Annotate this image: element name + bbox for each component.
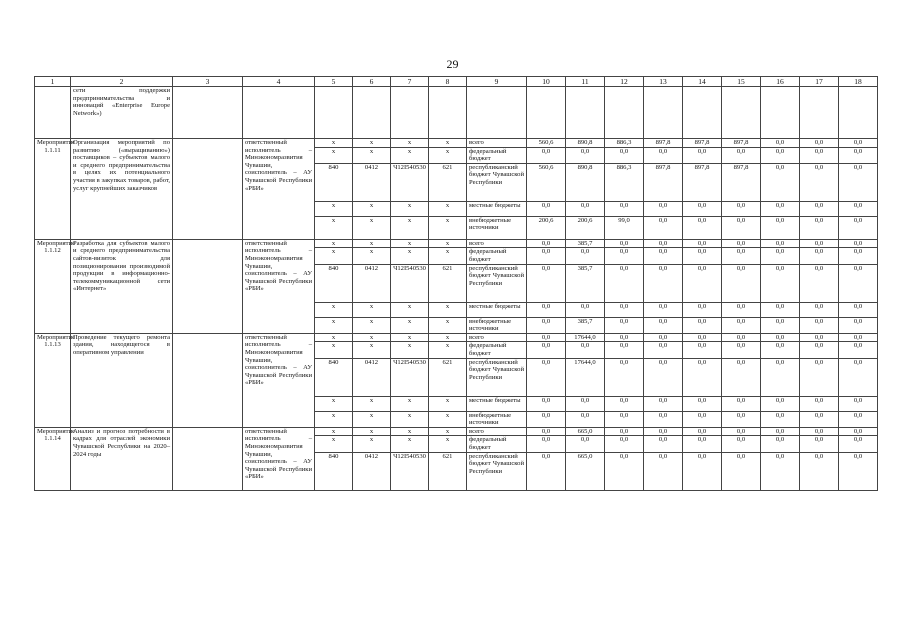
value-cell: 0,0	[722, 333, 761, 342]
value-cell: 0,0	[527, 302, 566, 317]
value-cell: 0,0	[761, 264, 800, 302]
value-cell: 0,0	[644, 333, 683, 342]
value-cell: 0,0	[605, 436, 644, 452]
code-x: х	[315, 396, 353, 411]
code-rzpr: 0412	[353, 264, 391, 302]
code-x: х	[315, 436, 353, 452]
code-x: х	[429, 436, 467, 452]
value-cell: 0,0	[605, 264, 644, 302]
value-cell: 0,0	[800, 333, 839, 342]
value-cell: 0,0	[839, 302, 878, 317]
event-label: Мероприятие 1.1.11	[35, 139, 71, 240]
value-cell: 99,0	[605, 216, 644, 239]
value-cell: 0,0	[761, 163, 800, 201]
code-x: х	[429, 139, 467, 148]
value-cell: 0,0	[644, 396, 683, 411]
code-grbs: 840	[315, 264, 353, 302]
code-x: х	[353, 317, 391, 333]
code-x: х	[391, 411, 429, 427]
code-x: х	[391, 147, 429, 163]
code-vr: 621	[429, 163, 467, 201]
column-number: 10	[527, 77, 566, 87]
code-x: х	[353, 216, 391, 239]
event-spacer	[173, 139, 243, 240]
value-cell: 0,0	[761, 139, 800, 148]
source-label: республиканский бюджет Чувашской Республики	[467, 358, 527, 396]
value-cell: 0,0	[527, 317, 566, 333]
column-number: 1	[35, 77, 71, 87]
value-cell: 0,0	[839, 452, 878, 490]
value-cell: 0,0	[683, 147, 722, 163]
code-x: х	[391, 396, 429, 411]
value-cell: 0,0	[800, 147, 839, 163]
value-cell: 0,0	[644, 216, 683, 239]
value-cell: 0,0	[839, 342, 878, 358]
value-cell: 0,0	[527, 333, 566, 342]
value-cell: 0,0	[800, 427, 839, 436]
value-cell: 0,0	[722, 201, 761, 216]
value-cell: 0,0	[839, 147, 878, 163]
value-cell: 0,0	[683, 427, 722, 436]
value-cell: 0,0	[527, 264, 566, 302]
code-x: х	[353, 411, 391, 427]
value-cell: 0,0	[800, 317, 839, 333]
code-vr: 621	[429, 358, 467, 396]
column-number: 18	[839, 77, 878, 87]
value-cell: 0,0	[605, 411, 644, 427]
value-cell: 0,0	[527, 342, 566, 358]
code-grbs: 840	[315, 163, 353, 201]
source-label: всего	[467, 139, 527, 148]
value-cell: 0,0	[644, 239, 683, 248]
value-cell: 0,0	[605, 201, 644, 216]
source-label: внебюджетные источники	[467, 216, 527, 239]
code-x: х	[391, 201, 429, 216]
value-cell: 0,0	[839, 396, 878, 411]
value-cell: 0,0	[839, 239, 878, 248]
code-vr: 621	[429, 264, 467, 302]
value-cell: 0,0	[761, 216, 800, 239]
value-cell: 0,0	[800, 163, 839, 201]
value-cell: 0,0	[800, 396, 839, 411]
value-cell: 0,0	[566, 248, 605, 264]
value-cell: 17644,0	[566, 333, 605, 342]
value-cell: 0,0	[644, 302, 683, 317]
value-cell: 0,0	[722, 147, 761, 163]
code-x: х	[429, 201, 467, 216]
value-cell: 0,0	[722, 317, 761, 333]
event-spacer	[173, 239, 243, 333]
column-number: 4	[243, 77, 315, 87]
value-cell: 0,0	[683, 317, 722, 333]
value-cell: 200,6	[566, 216, 605, 239]
code-x: х	[429, 147, 467, 163]
value-cell: 0,0	[839, 333, 878, 342]
code-csr: Ч12I540530	[391, 452, 429, 490]
value-cell: 890,8	[566, 163, 605, 201]
value-cell: 665,0	[566, 452, 605, 490]
code-x: х	[391, 317, 429, 333]
value-cell: 897,8	[722, 139, 761, 148]
value-cell: 0,0	[800, 358, 839, 396]
value-cell: 385,7	[566, 264, 605, 302]
code-x: х	[353, 436, 391, 452]
value-cell: 0,0	[683, 342, 722, 358]
code-csr: Ч12I540530	[391, 163, 429, 201]
value-cell: 0,0	[644, 147, 683, 163]
value-cell: 0,0	[605, 147, 644, 163]
value-cell: 0,0	[605, 342, 644, 358]
value-cell: 0,0	[761, 201, 800, 216]
value-cell: 0,0	[527, 396, 566, 411]
value-cell: 0,0	[761, 358, 800, 396]
value-cell: 0,0	[839, 163, 878, 201]
column-number: 7	[391, 77, 429, 87]
value-cell: 0,0	[605, 358, 644, 396]
value-cell: 0,0	[839, 427, 878, 436]
code-x: х	[391, 342, 429, 358]
code-rzpr: 0412	[353, 358, 391, 396]
value-cell: 897,8	[683, 163, 722, 201]
code-x: х	[429, 239, 467, 248]
source-label: республиканский бюджет Чувашской Республики	[467, 264, 527, 302]
value-cell: 0,0	[839, 411, 878, 427]
column-number: 13	[644, 77, 683, 87]
column-number: 16	[761, 77, 800, 87]
code-x: х	[315, 342, 353, 358]
code-x: х	[391, 436, 429, 452]
code-x: х	[353, 139, 391, 148]
event-label: Мероприятие 1.1.12	[35, 239, 71, 333]
value-cell: 0,0	[722, 248, 761, 264]
value-cell: 890,8	[566, 139, 605, 148]
code-x: х	[391, 139, 429, 148]
code-x: х	[429, 216, 467, 239]
value-cell: 0,0	[800, 139, 839, 148]
code-rzpr: 0412	[353, 452, 391, 490]
code-x: х	[315, 201, 353, 216]
value-cell: 0,0	[839, 264, 878, 302]
value-cell: 0,0	[566, 396, 605, 411]
value-cell: 560,6	[527, 163, 566, 201]
value-cell: 0,0	[761, 147, 800, 163]
value-cell: 0,0	[722, 452, 761, 490]
value-cell: 0,0	[644, 436, 683, 452]
code-x: х	[353, 201, 391, 216]
value-cell: 0,0	[761, 396, 800, 411]
value-cell: 0,0	[722, 396, 761, 411]
value-cell: 0,0	[527, 436, 566, 452]
source-label: федеральный бюджет	[467, 436, 527, 452]
event-name: Проведение текущего ремонта здания, находящегося в оперативном управлении	[71, 333, 173, 427]
value-cell: 0,0	[683, 333, 722, 342]
value-cell: 0,0	[800, 239, 839, 248]
source-label: всего	[467, 333, 527, 342]
value-cell: 0,0	[527, 201, 566, 216]
value-cell: 0,0	[644, 452, 683, 490]
value-cell: 0,0	[605, 427, 644, 436]
code-x: х	[353, 248, 391, 264]
event-name: Разработка для субъектов малого и среднего предпринимательства сайтов-визиток для позиционирования производимой продукции в информационно-телекоммуникационной сети «Интернет»	[71, 239, 173, 333]
value-cell: 385,7	[566, 239, 605, 248]
column-number: 2	[71, 77, 173, 87]
event-label: Мероприятие 1.1.14	[35, 427, 71, 490]
value-cell: 0,0	[722, 427, 761, 436]
value-cell: 200,6	[527, 216, 566, 239]
value-cell: 0,0	[566, 342, 605, 358]
value-cell: 0,0	[839, 216, 878, 239]
table-row	[35, 239, 878, 248]
value-cell: 0,0	[800, 411, 839, 427]
value-cell: 897,8	[683, 139, 722, 148]
value-cell: 0,0	[644, 248, 683, 264]
value-cell: 0,0	[566, 201, 605, 216]
value-cell: 0,0	[605, 302, 644, 317]
code-x: х	[353, 302, 391, 317]
value-cell: 0,0	[761, 317, 800, 333]
value-cell: 0,0	[761, 239, 800, 248]
value-cell: 0,0	[683, 216, 722, 239]
event-executor: ответственный исполнитель – Минэкономразвития Чувашии, соисполнитель – АУ Чувашской Республики «РБИ»	[243, 333, 315, 427]
value-cell: 0,0	[800, 342, 839, 358]
value-cell: 0,0	[527, 452, 566, 490]
value-cell: 0,0	[527, 239, 566, 248]
column-number-row	[35, 77, 878, 87]
column-number: 5	[315, 77, 353, 87]
code-csr: Ч12I540530	[391, 358, 429, 396]
continuation-row	[35, 87, 878, 139]
value-cell: 0,0	[839, 201, 878, 216]
column-number: 9	[467, 77, 527, 87]
code-grbs: 840	[315, 358, 353, 396]
code-x: х	[315, 317, 353, 333]
code-x: х	[315, 248, 353, 264]
code-x: х	[429, 342, 467, 358]
value-cell: 0,0	[683, 201, 722, 216]
table-row	[35, 427, 878, 436]
value-cell: 0,0	[605, 317, 644, 333]
value-cell: 0,0	[683, 452, 722, 490]
value-cell: 0,0	[605, 396, 644, 411]
code-x: х	[315, 411, 353, 427]
code-x: х	[429, 302, 467, 317]
event-name: Организация мероприятий по развитию («выращиванию») поставщиков – субъектов малого и среднего предпринимательства в целях их потенциального участия в закупках товаров, работ, услуг крупнейших заказчиков	[71, 139, 173, 240]
value-cell: 0,0	[722, 342, 761, 358]
value-cell: 0,0	[722, 216, 761, 239]
code-x: х	[315, 239, 353, 248]
value-cell: 0,0	[800, 201, 839, 216]
value-cell: 0,0	[566, 147, 605, 163]
value-cell: 0,0	[722, 436, 761, 452]
value-cell: 0,0	[644, 427, 683, 436]
value-cell: 0,0	[527, 248, 566, 264]
code-x: х	[353, 396, 391, 411]
code-x: х	[391, 239, 429, 248]
value-cell: 0,0	[839, 358, 878, 396]
value-cell: 0,0	[683, 239, 722, 248]
value-cell: 0,0	[683, 411, 722, 427]
event-executor: ответственный исполнитель – Минэкономразвития Чувашии, соисполнитель – АУ Чувашской Республики «РБИ»	[243, 427, 315, 490]
code-x: х	[315, 427, 353, 436]
source-label: местные бюджеты	[467, 302, 527, 317]
value-cell: 0,0	[800, 264, 839, 302]
value-cell: 0,0	[722, 302, 761, 317]
code-x: х	[391, 216, 429, 239]
value-cell: 0,0	[839, 317, 878, 333]
value-cell: 897,8	[722, 163, 761, 201]
value-cell: 0,0	[800, 216, 839, 239]
value-cell: 0,0	[644, 201, 683, 216]
code-x: х	[429, 427, 467, 436]
value-cell: 886,3	[605, 139, 644, 148]
event-spacer	[173, 333, 243, 427]
code-x: х	[429, 317, 467, 333]
event-spacer	[173, 427, 243, 490]
value-cell: 0,0	[644, 411, 683, 427]
code-x: х	[429, 333, 467, 342]
value-cell: 0,0	[566, 302, 605, 317]
source-label: местные бюджеты	[467, 201, 527, 216]
event-name: Анализ и прогноз потребности в кадрах для отраслей экономики Чувашской Республики на 2020–2024 годы	[71, 427, 173, 490]
value-cell: 0,0	[644, 358, 683, 396]
value-cell: 0,0	[800, 452, 839, 490]
value-cell: 0,0	[683, 396, 722, 411]
table-row	[35, 139, 878, 148]
column-number: 11	[566, 77, 605, 87]
value-cell: 0,0	[527, 358, 566, 396]
value-cell: 0,0	[761, 427, 800, 436]
code-x: х	[429, 411, 467, 427]
code-x: х	[315, 302, 353, 317]
value-cell: 0,0	[800, 436, 839, 452]
value-cell: 886,3	[605, 163, 644, 201]
continuation-name: сети поддержки предпринимательства и инноваций «Enterprise Europe Network»)	[71, 87, 173, 139]
source-label: внебюджетные источники	[467, 411, 527, 427]
value-cell: 0,0	[683, 436, 722, 452]
source-label: всего	[467, 239, 527, 248]
code-vr: 621	[429, 452, 467, 490]
value-cell: 0,0	[527, 147, 566, 163]
value-cell: 0,0	[761, 436, 800, 452]
value-cell: 897,8	[644, 163, 683, 201]
value-cell: 0,0	[566, 436, 605, 452]
value-cell: 17644,0	[566, 358, 605, 396]
code-x: х	[315, 216, 353, 239]
column-number: 12	[605, 77, 644, 87]
source-label: всего	[467, 427, 527, 436]
code-x: х	[391, 248, 429, 264]
code-x: х	[429, 248, 467, 264]
value-cell: 0,0	[761, 248, 800, 264]
column-number: 17	[800, 77, 839, 87]
value-cell: 0,0	[761, 333, 800, 342]
value-cell: 0,0	[644, 342, 683, 358]
table-row	[35, 333, 878, 342]
value-cell: 0,0	[839, 139, 878, 148]
code-rzpr: 0412	[353, 163, 391, 201]
value-cell: 0,0	[761, 452, 800, 490]
code-x: х	[353, 147, 391, 163]
value-cell: 0,0	[722, 264, 761, 302]
value-cell: 0,0	[761, 302, 800, 317]
value-cell: 0,0	[683, 358, 722, 396]
value-cell: 0,0	[683, 248, 722, 264]
code-x: х	[391, 302, 429, 317]
code-x: х	[353, 427, 391, 436]
value-cell: 0,0	[722, 239, 761, 248]
value-cell: 0,0	[605, 452, 644, 490]
code-x: х	[353, 333, 391, 342]
source-label: федеральный бюджет	[467, 342, 527, 358]
code-x: х	[315, 333, 353, 342]
value-cell: 0,0	[761, 411, 800, 427]
value-cell: 0,0	[722, 358, 761, 396]
event-label: Мероприятие 1.1.13	[35, 333, 71, 427]
value-cell: 0,0	[605, 239, 644, 248]
column-number: 6	[353, 77, 391, 87]
value-cell: 897,8	[644, 139, 683, 148]
value-cell: 0,0	[605, 333, 644, 342]
code-x: х	[353, 342, 391, 358]
value-cell: 0,0	[566, 411, 605, 427]
code-x: х	[315, 139, 353, 148]
value-cell: 0,0	[839, 248, 878, 264]
value-cell: 0,0	[761, 342, 800, 358]
code-x: х	[429, 396, 467, 411]
code-x: х	[391, 333, 429, 342]
value-cell: 0,0	[722, 411, 761, 427]
page-number: 29	[446, 57, 459, 71]
code-x: х	[353, 239, 391, 248]
column-number: 14	[683, 77, 722, 87]
value-cell: 0,0	[800, 248, 839, 264]
code-grbs: 840	[315, 452, 353, 490]
code-csr: Ч12I540530	[391, 264, 429, 302]
value-cell: 560,6	[527, 139, 566, 148]
value-cell: 0,0	[800, 302, 839, 317]
source-label: местные бюджеты	[467, 396, 527, 411]
column-number: 15	[722, 77, 761, 87]
value-cell: 0,0	[605, 248, 644, 264]
event-executor: ответственный исполнитель – Минэкономразвития Чувашии, соисполнитель – АУ Чувашской Республики «РБИ»	[243, 239, 315, 333]
value-cell: 0,0	[644, 264, 683, 302]
column-number: 8	[429, 77, 467, 87]
value-cell: 0,0	[527, 411, 566, 427]
source-label: республиканский бюджет Чувашской Республики	[467, 452, 527, 490]
source-label: республиканский бюджет Чувашской Республики	[467, 163, 527, 201]
code-x: х	[315, 147, 353, 163]
source-label: федеральный бюджет	[467, 147, 527, 163]
value-cell: 0,0	[527, 427, 566, 436]
code-x: х	[391, 427, 429, 436]
value-cell: 0,0	[644, 317, 683, 333]
value-cell: 665,0	[566, 427, 605, 436]
source-label: федеральный бюджет	[467, 248, 527, 264]
budget-table	[34, 76, 878, 491]
value-cell: 0,0	[839, 436, 878, 452]
event-executor: ответственный исполнитель – Минэкономразвития Чувашии, соисполнитель – АУ Чувашской Республики «РБИ»	[243, 139, 315, 240]
column-number: 3	[173, 77, 243, 87]
value-cell: 385,7	[566, 317, 605, 333]
source-label: внебюджетные источники	[467, 317, 527, 333]
value-cell: 0,0	[683, 264, 722, 302]
value-cell: 0,0	[683, 302, 722, 317]
